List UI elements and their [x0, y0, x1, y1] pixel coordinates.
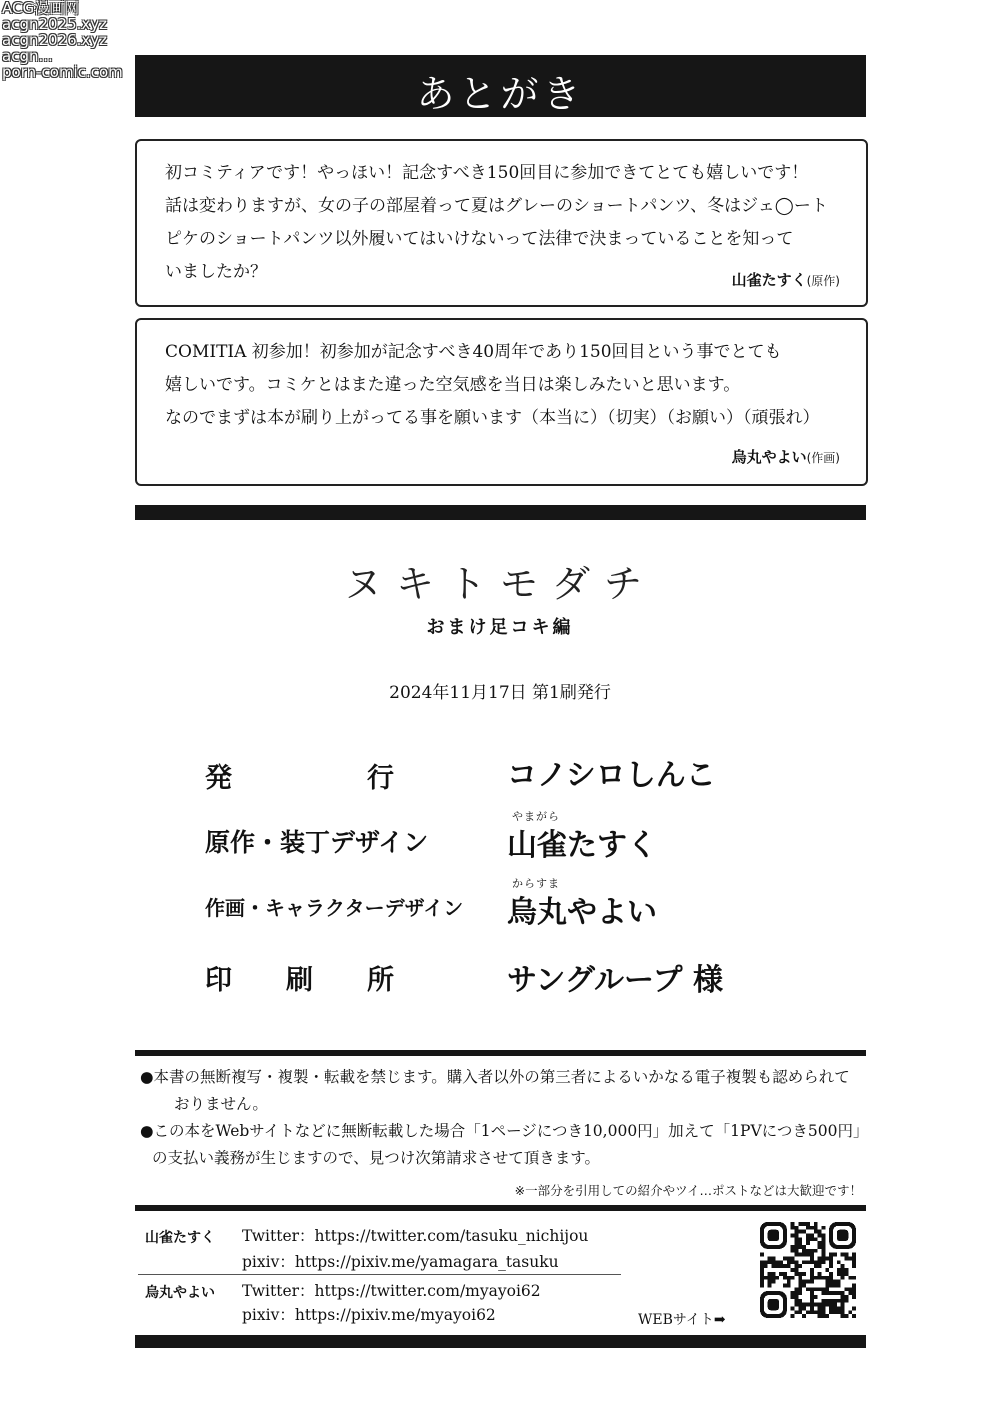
qr-module — [798, 1287, 802, 1291]
qr-module — [806, 1280, 810, 1284]
qr-module — [818, 1303, 822, 1307]
qr-module — [795, 1253, 799, 1257]
qr-module — [760, 1260, 764, 1264]
qr-module — [810, 1237, 814, 1241]
web-site-label: WEBサイト➡ — [638, 1312, 726, 1328]
qr-module — [837, 1299, 841, 1303]
notice-line: の支払い義務が生じますので、見つけ次第請求させて頂きます。 — [152, 1149, 600, 1167]
furigana: やまがら — [512, 810, 560, 823]
credit-label-printer: 印 刷 所 — [205, 965, 394, 996]
qr-module — [821, 1276, 825, 1280]
qr-module — [825, 1283, 829, 1287]
book-subtitle: おまけ足コキ編 — [426, 617, 574, 638]
watermark-line: acgn2025.xyz — [2, 15, 108, 33]
qr-module — [821, 1303, 825, 1307]
afterword-box-author — [135, 139, 868, 307]
author-name: 烏丸やよい — [145, 1285, 215, 1301]
qr-module — [810, 1260, 814, 1264]
watermark-line: acgn... — [2, 47, 53, 65]
qr-module — [833, 1253, 837, 1257]
qr-module — [768, 1283, 772, 1287]
qr-module — [833, 1280, 837, 1284]
qr-module — [791, 1276, 795, 1280]
qr-module — [798, 1306, 802, 1310]
credit-value-art: 烏丸やよい — [507, 895, 657, 930]
qr-module — [791, 1306, 795, 1310]
afterword-text: COMITIA 初参加！初参加が記念すべき40周年であり150回目という事でとても 嬉しいです。コミケとはまた違った空気感を当日は楽しみたいと思います。 なのでまずは本が刷り上がってる事を願います（本当に）（切実）（お願い）（頑張れ） — [165, 342, 820, 428]
qr-module — [810, 1280, 814, 1284]
qr-module — [829, 1276, 833, 1280]
signature-name: 烏丸やよい — [731, 448, 807, 466]
qr-module — [802, 1280, 806, 1284]
qr-module — [795, 1291, 799, 1295]
qr-module — [772, 1280, 776, 1284]
qr-module — [837, 1268, 841, 1272]
qr-module — [795, 1299, 799, 1303]
qr-module — [791, 1249, 795, 1253]
qr-module — [825, 1257, 829, 1261]
notice-line: ●この本をWebサイトなどに無断転載した場合「1ページにつき10,000円」加えて「1PVにつき500円」 — [140, 1122, 869, 1140]
qr-module — [829, 1264, 833, 1268]
qr-module — [829, 1299, 833, 1303]
qr-module — [829, 1272, 833, 1276]
qr-module — [841, 1264, 845, 1268]
qr-module — [802, 1303, 806, 1307]
qr-module — [848, 1287, 852, 1291]
qr-module — [802, 1260, 806, 1264]
qr-module — [844, 1299, 848, 1303]
author-name: 山雀たすく — [145, 1230, 215, 1246]
qr-module — [841, 1299, 845, 1303]
qr-module — [825, 1276, 829, 1280]
qr-module — [798, 1245, 802, 1249]
qr-module — [772, 1260, 776, 1264]
qr-module — [844, 1287, 848, 1291]
qr-module — [818, 1234, 822, 1238]
qr-module — [825, 1299, 829, 1303]
qr-module — [810, 1257, 814, 1261]
qr-module — [795, 1310, 799, 1314]
qr-module — [798, 1230, 802, 1234]
qr-module — [833, 1306, 837, 1310]
section-divider — [135, 505, 866, 520]
qr-module — [810, 1226, 814, 1230]
qr-module — [795, 1245, 799, 1249]
qr-module — [768, 1276, 772, 1280]
qr-module — [783, 1264, 787, 1268]
qr-module — [852, 1253, 856, 1257]
qr-module — [818, 1276, 822, 1280]
afterword-signature — [732, 269, 840, 290]
furigana: からすま — [512, 877, 560, 890]
qr-module — [841, 1310, 845, 1314]
qr-module — [829, 1291, 833, 1295]
qr-module — [848, 1310, 852, 1314]
afterword-text: 初コミティアです！やっほい！記念すべき150回目に参加できてとても嬉しいです！ 話は変わりますが、女の子の部屋着って夏はグレーのショートパンツ、冬はジェ◯ート ピケのショートパンツ以外履いてはいけないって法律で決まっていることを知って いましたか？ — [165, 163, 828, 282]
qr-module — [795, 1249, 799, 1253]
link-divider — [138, 1274, 621, 1275]
qr-module — [825, 1287, 829, 1291]
qr-module — [791, 1260, 795, 1264]
qr-module — [841, 1306, 845, 1310]
qr-module — [841, 1276, 845, 1280]
qr-module — [844, 1272, 848, 1276]
qr-module — [810, 1299, 814, 1303]
qr-module — [837, 1310, 841, 1314]
qr-module — [772, 1276, 776, 1280]
qr-module — [833, 1303, 837, 1307]
qr-module — [787, 1283, 791, 1287]
afterword-title-bar — [135, 55, 866, 117]
qr-module — [818, 1314, 822, 1318]
qr-module — [837, 1283, 841, 1287]
qr-module — [783, 1276, 787, 1280]
qr-module — [810, 1310, 814, 1314]
qr-module — [783, 1272, 787, 1276]
qr-module — [852, 1306, 856, 1310]
qr-module — [821, 1245, 825, 1249]
qr-module — [798, 1291, 802, 1295]
qr-module — [768, 1257, 772, 1261]
qr-module — [810, 1303, 814, 1307]
qr-module — [833, 1299, 837, 1303]
qr-module — [848, 1257, 852, 1261]
qr-module — [802, 1306, 806, 1310]
qr-module — [848, 1276, 852, 1280]
qr-module — [798, 1276, 802, 1280]
qr-module — [798, 1272, 802, 1276]
qr-module — [806, 1303, 810, 1307]
qr-module — [806, 1222, 810, 1226]
qr-module — [821, 1306, 825, 1310]
qr-module — [760, 1280, 764, 1284]
qr-module — [795, 1230, 799, 1234]
qr-module — [798, 1310, 802, 1314]
notice-line: ●本書の無断複写・複製・転載を禁じます。購入者以外の第三者によるいかなる電子複製も認められて — [140, 1068, 850, 1086]
qr-module — [779, 1272, 783, 1276]
qr-module — [779, 1260, 783, 1264]
qr-module — [841, 1291, 845, 1295]
publish-date: 2024年11月17日 第1刷発行 — [389, 683, 611, 703]
qr-module — [783, 1283, 787, 1287]
qr-module — [806, 1253, 810, 1257]
qr-module — [829, 1303, 833, 1307]
qr-module — [791, 1234, 795, 1238]
qr-module — [806, 1241, 810, 1245]
qr-module — [814, 1287, 818, 1291]
qr-module — [795, 1237, 799, 1241]
qr-module — [821, 1226, 825, 1230]
qr-module — [791, 1257, 795, 1261]
qr-module — [760, 1253, 764, 1257]
qr-module — [829, 1257, 833, 1261]
qr-module — [810, 1253, 814, 1257]
copyright-notice — [140, 1064, 870, 1172]
qr-module — [760, 1264, 764, 1268]
qr-module — [798, 1280, 802, 1284]
qr-module — [818, 1230, 822, 1234]
title-logo: ヌキトモダチ — [343, 562, 656, 606]
qr-module — [810, 1287, 814, 1291]
qr-module — [825, 1291, 829, 1295]
qr-module — [795, 1260, 799, 1264]
qr-module — [852, 1276, 856, 1280]
qr-module — [764, 1276, 768, 1280]
qr-module — [802, 1314, 806, 1318]
qr-module — [829, 1283, 833, 1287]
qr-module — [821, 1234, 825, 1238]
qr-module — [841, 1272, 845, 1276]
qr-module — [837, 1306, 841, 1310]
qr-module — [821, 1299, 825, 1303]
credit-value-printer: サングループ 様 — [507, 963, 723, 998]
qr-module — [837, 1272, 841, 1276]
qr-module — [806, 1260, 810, 1264]
qr-module — [818, 1310, 822, 1314]
qr-module — [798, 1222, 802, 1226]
qr-module — [852, 1283, 856, 1287]
qr-module — [802, 1253, 806, 1257]
qr-module — [791, 1245, 795, 1249]
qr-module — [791, 1291, 795, 1295]
qr-module — [791, 1314, 795, 1318]
qr-module — [818, 1287, 822, 1291]
qr-module — [825, 1303, 829, 1307]
credit-label-publisher: 発 行 — [205, 763, 394, 794]
qr-module — [844, 1295, 848, 1299]
qr-module — [795, 1287, 799, 1291]
footer-bar — [135, 1335, 866, 1348]
qr-module — [798, 1241, 802, 1245]
qr-module — [772, 1264, 776, 1268]
qr-module — [821, 1310, 825, 1314]
qr-module — [829, 1253, 833, 1257]
qr-module — [841, 1295, 845, 1299]
qr-module — [760, 1268, 764, 1272]
qr-code[interactable] — [760, 1222, 856, 1318]
qr-module — [787, 1257, 791, 1261]
qr-module — [821, 1241, 825, 1245]
credit-value-original: 山雀たすく — [507, 828, 657, 863]
qr-module — [775, 1264, 779, 1268]
page-title: あとがき — [416, 72, 585, 116]
section-divider — [135, 1205, 866, 1211]
qr-module — [829, 1310, 833, 1314]
qr-module — [787, 1280, 791, 1284]
qr-module — [787, 1276, 791, 1280]
signature-role: (原作) — [806, 274, 840, 288]
qr-module — [806, 1237, 810, 1241]
qr-module — [818, 1306, 822, 1310]
notice-footnote: ※一部分を引用しての紹介やツイ…ポストなどは大歓迎です！ — [514, 1183, 862, 1198]
qr-module — [825, 1268, 829, 1272]
qr-module — [818, 1245, 822, 1249]
afterword-signature — [732, 446, 840, 467]
qr-module — [837, 1260, 841, 1264]
qr-module — [764, 1260, 768, 1264]
pixiv-link[interactable]: pixiv：https://pixiv.me/yamagara_tasuku — [242, 1253, 559, 1271]
qr-module — [841, 1303, 845, 1307]
qr-module — [818, 1264, 822, 1268]
qr-module — [795, 1226, 799, 1230]
qr-module — [798, 1283, 802, 1287]
qr-module — [768, 1272, 772, 1276]
qr-module — [852, 1260, 856, 1264]
qr-module — [772, 1257, 776, 1261]
signature-role: (作画) — [806, 451, 840, 465]
qr-module — [810, 1272, 814, 1276]
qr-module — [802, 1272, 806, 1276]
twitter-link[interactable]: Twitter：https://twitter.com/tasuku_nichijou — [242, 1227, 589, 1245]
qr-module — [852, 1287, 856, 1291]
pixiv-link[interactable]: pixiv：https://pixiv.me/myayoi62 — [242, 1306, 496, 1324]
qr-module — [814, 1226, 818, 1230]
qr-module — [768, 1280, 772, 1284]
qr-module — [821, 1291, 825, 1295]
qr-module — [798, 1299, 802, 1303]
qr-module — [760, 1276, 764, 1280]
qr-module — [825, 1314, 829, 1318]
qr-module — [810, 1295, 814, 1299]
qr-module — [829, 1260, 833, 1264]
qr-module — [810, 1291, 814, 1295]
qr-module — [772, 1272, 776, 1276]
section-divider — [135, 1050, 866, 1056]
qr-module — [795, 1241, 799, 1245]
qr-module — [818, 1257, 822, 1261]
qr-module — [814, 1230, 818, 1234]
qr-module — [787, 1260, 791, 1264]
qr-module — [821, 1314, 825, 1318]
credit-label-art: 作画・キャラクターデザイン — [205, 896, 464, 920]
qr-module — [844, 1268, 848, 1272]
qr-module — [818, 1260, 822, 1264]
qr-module — [795, 1272, 799, 1276]
signature-name: 山雀たすく — [731, 271, 807, 289]
qr-module — [821, 1237, 825, 1241]
qr-module — [837, 1291, 841, 1295]
qr-module — [791, 1222, 795, 1226]
qr-module — [837, 1280, 841, 1284]
qr-module — [806, 1287, 810, 1291]
qr-module — [833, 1291, 837, 1295]
qr-module — [806, 1234, 810, 1238]
qr-module — [833, 1283, 837, 1287]
qr-module — [821, 1260, 825, 1264]
twitter-link[interactable]: Twitter：https://twitter.com/myayoi62 — [242, 1282, 541, 1300]
qr-module — [814, 1249, 818, 1253]
qr-module — [764, 1264, 768, 1268]
qr-module — [783, 1257, 787, 1261]
qr-module — [810, 1268, 814, 1272]
watermark — [2, 0, 152, 80]
qr-module — [841, 1253, 845, 1257]
credit-label-original: 原作・装丁デザイン — [205, 828, 429, 857]
qr-module — [791, 1226, 795, 1230]
watermark-line: acgn2026.xyz — [2, 31, 108, 49]
qr-module — [798, 1303, 802, 1307]
qr-module — [802, 1230, 806, 1234]
qr-module — [798, 1264, 802, 1268]
qr-module — [810, 1234, 814, 1238]
qr-module — [841, 1314, 845, 1318]
qr-module — [844, 1314, 848, 1318]
qr-module — [802, 1283, 806, 1287]
qr-module — [825, 1280, 829, 1284]
watermark-line: porn-comic.com — [2, 63, 123, 81]
qr-module — [798, 1253, 802, 1257]
qr-module — [852, 1291, 856, 1295]
qr-module — [798, 1237, 802, 1241]
qr-module — [810, 1249, 814, 1253]
qr-module — [760, 1272, 764, 1276]
qr-module — [841, 1268, 845, 1272]
qr-module — [821, 1253, 825, 1257]
qr-module — [802, 1249, 806, 1253]
afterword-box-artist — [135, 318, 868, 486]
qr-module — [829, 1280, 833, 1284]
qr-module — [852, 1295, 856, 1299]
qr-module — [775, 1260, 779, 1264]
qr-module — [787, 1264, 791, 1268]
credit-value-publisher: コノシロしんこ — [507, 758, 716, 793]
qr-module — [848, 1291, 852, 1295]
qr-module — [852, 1314, 856, 1318]
qr-module — [852, 1257, 856, 1261]
qr-module — [814, 1276, 818, 1280]
qr-module — [795, 1268, 799, 1272]
qr-module — [821, 1287, 825, 1291]
qr-module — [852, 1264, 856, 1268]
qr-module — [810, 1276, 814, 1280]
qr-module — [791, 1268, 795, 1272]
qr-module — [814, 1295, 818, 1299]
qr-module — [810, 1306, 814, 1310]
notice-line: おりません。 — [174, 1095, 268, 1113]
qr-module — [844, 1257, 848, 1261]
qr-module — [818, 1272, 822, 1276]
qr-module — [791, 1295, 795, 1299]
qr-module — [760, 1283, 764, 1287]
watermark-line: ACG漫画网 — [2, 0, 80, 17]
qr-module — [844, 1253, 848, 1257]
qr-module — [795, 1234, 799, 1238]
qr-module — [821, 1249, 825, 1253]
qr-module — [806, 1249, 810, 1253]
qr-module — [814, 1237, 818, 1241]
qr-module — [802, 1245, 806, 1249]
qr-module — [795, 1295, 799, 1299]
qr-module — [814, 1310, 818, 1314]
qr-module — [775, 1276, 779, 1280]
qr-module — [833, 1310, 837, 1314]
qr-module — [821, 1257, 825, 1261]
qr-module — [818, 1241, 822, 1245]
qr-module — [779, 1264, 783, 1268]
qr-module — [814, 1303, 818, 1307]
qr-module — [829, 1306, 833, 1310]
qr-module — [814, 1260, 818, 1264]
qr-module — [795, 1264, 799, 1268]
qr-module — [806, 1310, 810, 1314]
qr-module — [802, 1222, 806, 1226]
qr-module — [768, 1260, 772, 1264]
qr-module — [814, 1222, 818, 1226]
qr-module — [806, 1226, 810, 1230]
qr-module — [814, 1264, 818, 1268]
qr-module — [795, 1303, 799, 1307]
